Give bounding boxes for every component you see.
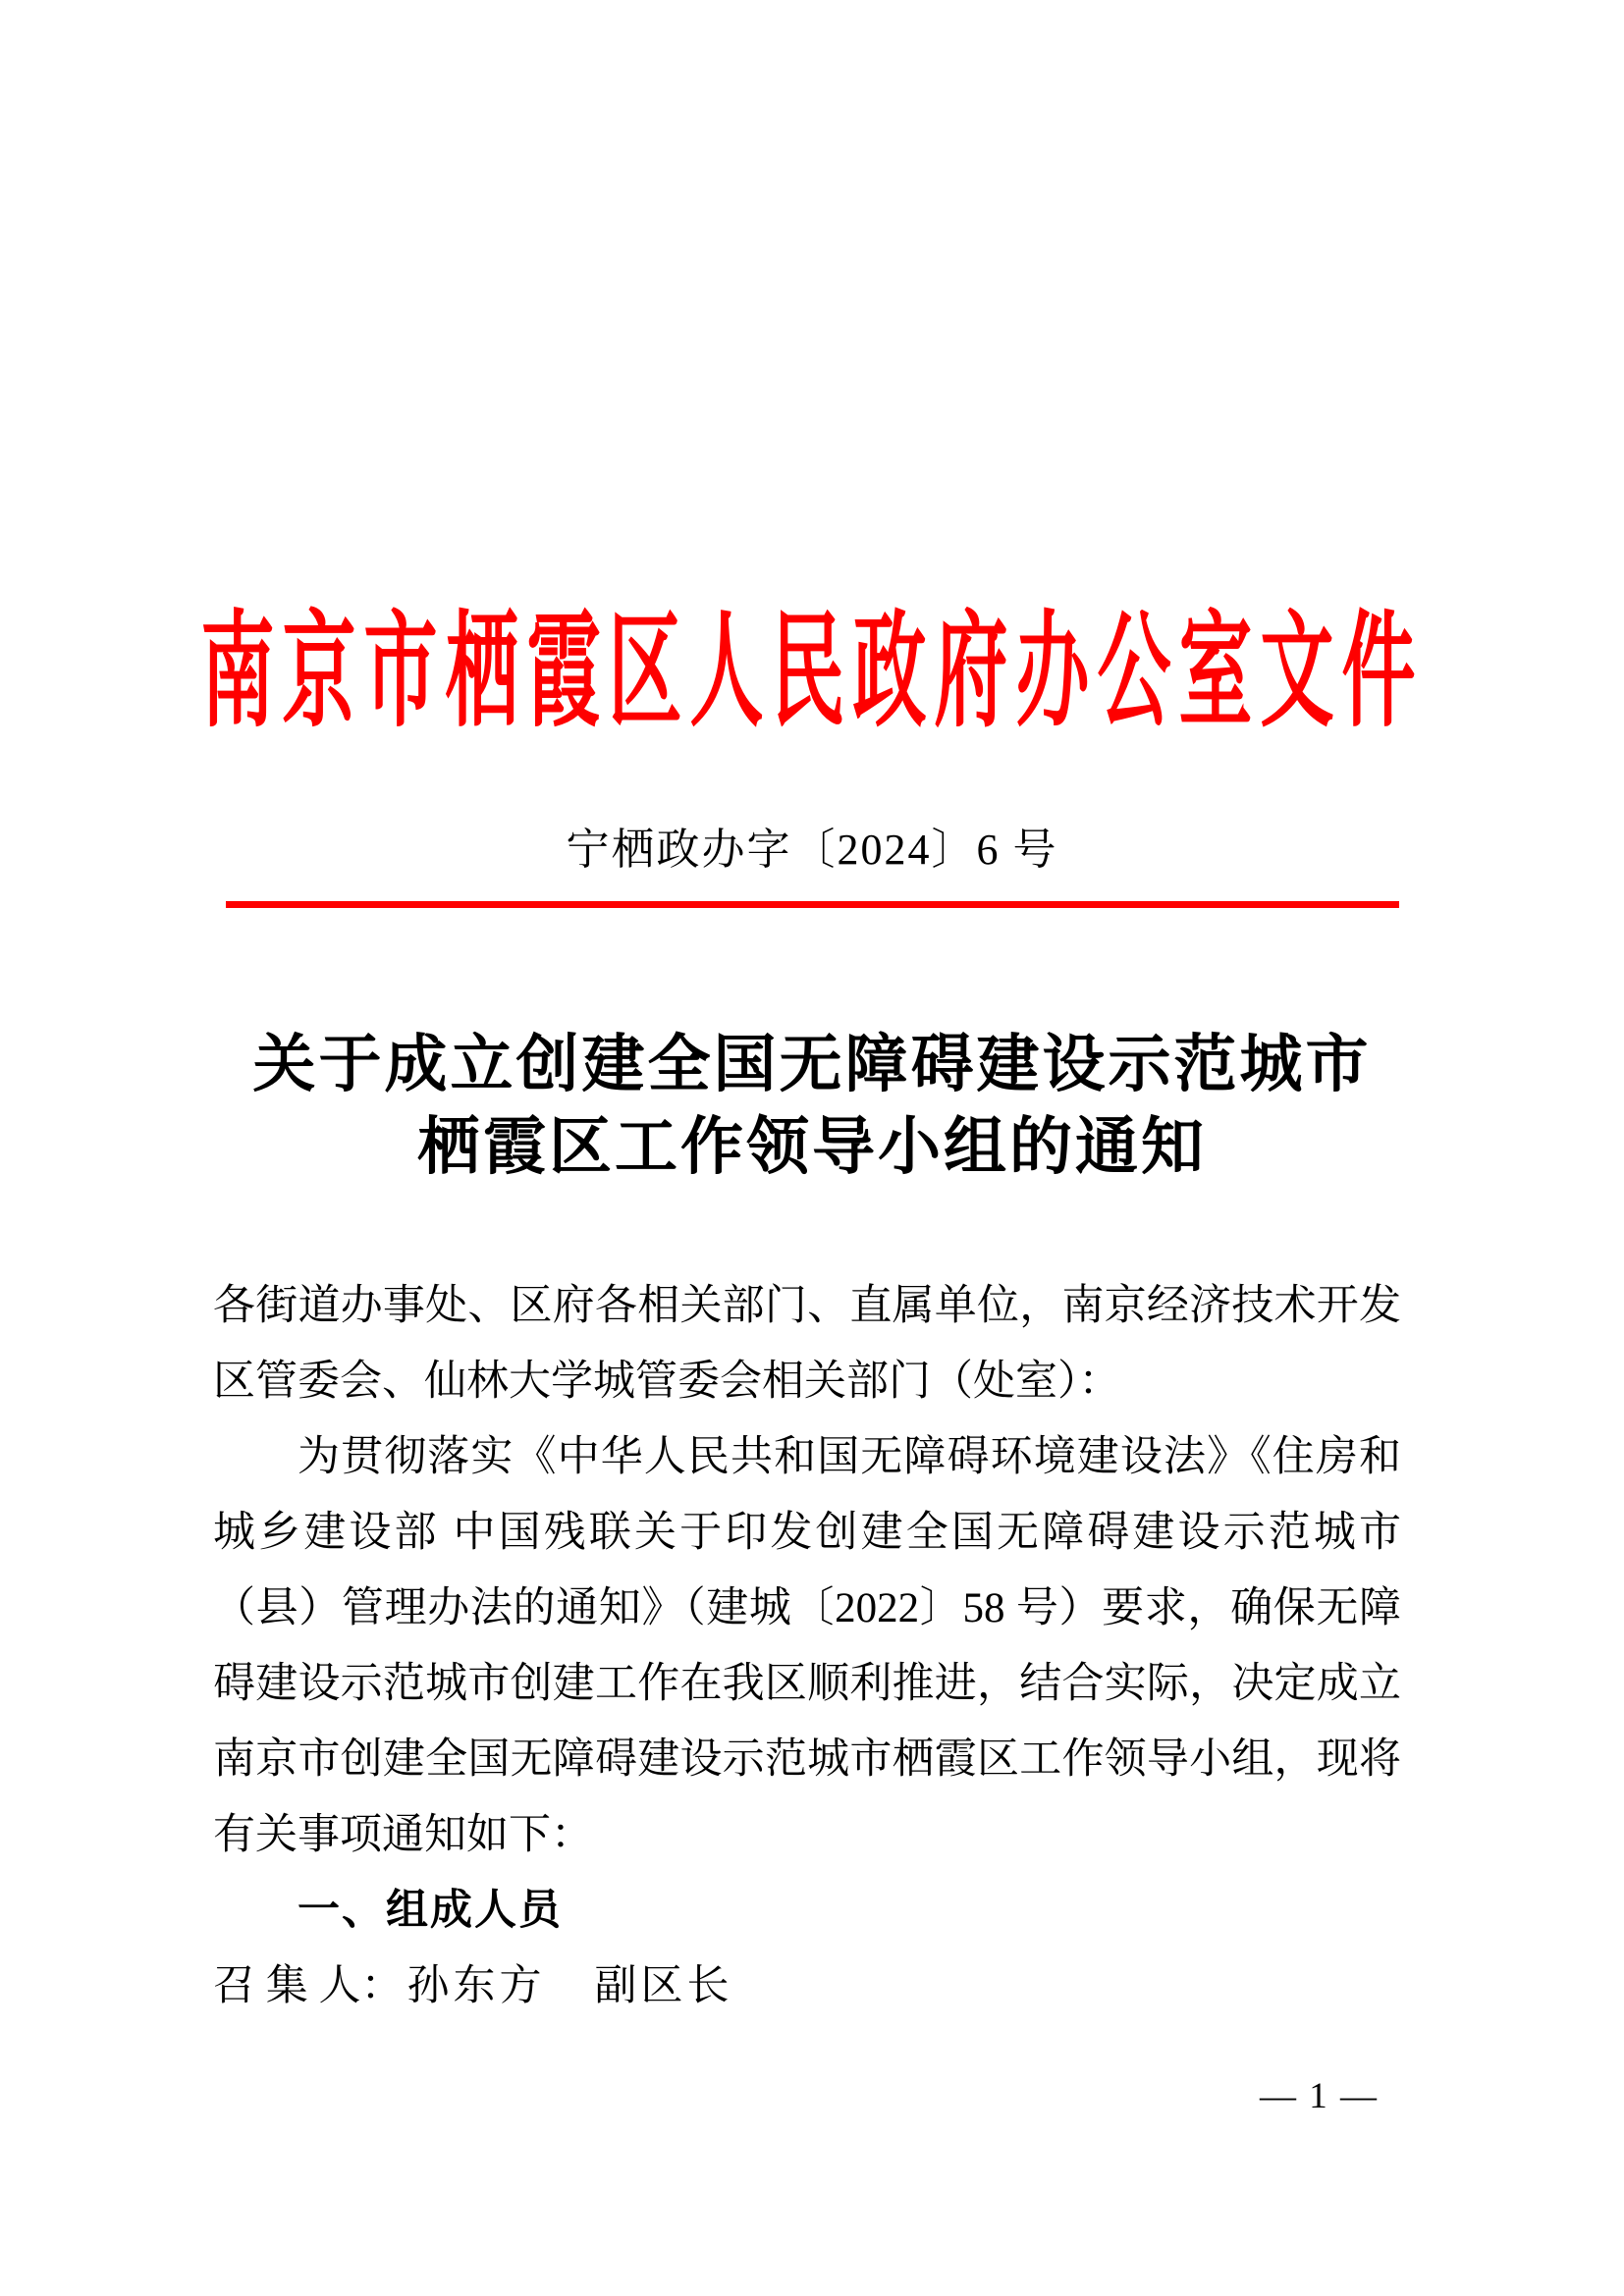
- convener-role: 副区长: [594, 1963, 733, 2009]
- notice-title-line1: 关于成立创建全国无障碍建设示范城市: [252, 1030, 1372, 1099]
- notice-title-line2: 栖霞区工作领导小组的通知: [417, 1112, 1207, 1182]
- section-heading: 一、组成人员: [298, 1887, 563, 1934]
- salutation: 各街道办事处、区府各相关部门、直属单位，南京经济技术开发区管委会、仙林大学城管委会相关部门（处室）：: [213, 1283, 1401, 1405]
- convener-label: 召 集 人: [213, 1963, 361, 2009]
- red-divider-line: [226, 901, 1399, 908]
- doc-number: 宁栖政办字〔2024〕6 号: [566, 826, 1058, 874]
- notice-body: [213, 1268, 1401, 2024]
- org-title: 南京市栖霞区人民政府办公室文件: [200, 604, 1424, 743]
- page-number: — 1 —: [1260, 2076, 1379, 2116]
- convener-line: [213, 1949, 1401, 2024]
- notice-title: [0, 1024, 1624, 1189]
- convener-colon: ：: [360, 1963, 404, 2009]
- convener-name: 孙东方: [406, 1963, 546, 2009]
- body-paragraph: 为贯彻落实《中华人民共和国无障碍环境建设法》《住房和城乡建设部 中国残联关于印发创建全国无障碍建设示范城市（县）管理办法的通知》（建城〔2022〕58 号）要求，确保无障碍建设示范城市创建工作在我区顺利推进，结合实际，决定成立南京市创建全国无障碍建设示范城市栖霞区工作领导小组，现将有关事项通知如下：: [213, 1434, 1401, 1858]
